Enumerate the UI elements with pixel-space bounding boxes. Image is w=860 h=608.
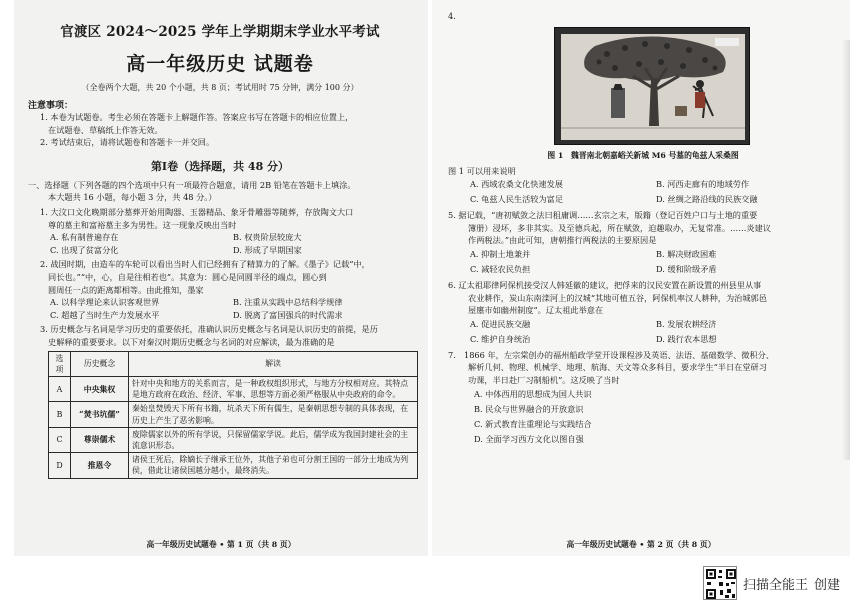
option-a: A. 以科学理论来认识客观世界 [50, 297, 160, 308]
question-1-options [28, 231, 412, 256]
row-concept: 尊崇儒术 [71, 427, 129, 452]
question-6-stem: 农业耕作，炭山东南滦河上的汉城“其地可植五谷，阿保机率汉人耕种，为治城郭邑 [468, 292, 767, 303]
option-a: A. 促进民族交融 [470, 318, 531, 329]
question-2-stem: 同长也。”“中，心，自是往相若也”。其意为：圆心是同圆半径的端点，圆心到 [48, 271, 327, 282]
option-c: C. 新式教育注重理论与实践结合 [474, 418, 592, 429]
option-c: C. 超越了当时生产力发展水平 [50, 309, 160, 320]
row-key: A [49, 376, 71, 401]
page-footer: 高一年级历史试题卷 • 第 1 页（共 8 页） [146, 540, 296, 549]
question-3-stem: 史解释的重要要求。以下对秦汉时期历史概念与名词的对应解读，最为准确的是 [48, 336, 335, 347]
table-row [49, 427, 418, 452]
question-1-stem: 尊的墓主和富裕墓主多为男性。这一现象反映出当时 [48, 219, 237, 230]
mulberry-picking-mural-image [554, 27, 750, 145]
question-5-stem: 5. 据记载，“唐初赋敛之法曰租庸调……玄宗之末，版籍（登记百姓户口与土地的重要 [448, 210, 758, 221]
question-6-options [448, 317, 838, 347]
question-4-options [448, 177, 838, 207]
concept-table [48, 351, 418, 479]
table-header: 解读 [129, 351, 418, 376]
option-b: B. 发展农耕经济 [656, 318, 717, 329]
option-c: C. 维护自身统治 [470, 333, 531, 344]
option-b: B. 注重从实践中总结科学规律 [233, 297, 343, 308]
notes-heading: 注意事项： [28, 101, 74, 111]
question-6-stem: 屋廛市如幽州制度”。辽太祖此举意在 [468, 305, 604, 316]
table-row [49, 402, 418, 427]
table-header: 历史概念 [71, 351, 129, 376]
option-a: A. 中体西用的思想成为国人共识 [474, 388, 592, 399]
option-d: D. 全面学习西方文化以图自强 [474, 433, 584, 444]
table-row [49, 453, 418, 478]
section-instructions: 一、选择题（下列各题的四个选项中只有一项最符合题意，请用 2B 铅笔在答题卡上填涂。 [28, 179, 356, 190]
question-5-stem: 作两税法。”由此可知，唐朝推行两税法的主要原因是 [468, 235, 657, 246]
scanner-watermark [703, 566, 840, 600]
question-5-stem: 簿册）浸坏，多非其实。及至德兵起，所在赋敛，迫趣取办，无复常准。……炎建议 [468, 222, 771, 233]
row-concept: “焚书坑儒” [71, 402, 129, 427]
question-1-stem: 1. 大汶口文化晚期部分墓葬开始用陶器、玉器精品、象牙骨雕器等随葬，存放陶文大口 [40, 206, 354, 217]
scanner-app-name: 扫描全能王 [742, 577, 808, 593]
option-d: D. 践行农本思想 [656, 333, 717, 344]
table-header: 选项 [49, 351, 71, 376]
question-6-stem: 6. 辽太祖耶律阿保机接受汉人韩延徽的建议，把俘来的汉民安置在新设置的州县里从事 [448, 279, 762, 290]
question-4-stem: 图 1 可以用来说明 [448, 165, 516, 176]
option-d: D. 形成了早期国家 [233, 244, 302, 255]
section-instructions: 本大题共 16 小题，每小题 3 分，共 48 分。） [48, 192, 217, 203]
part-title: 第Ⅰ卷（选择题，共 48 分） [150, 159, 290, 173]
option-b: B. 权贵阶层较庞大 [233, 232, 302, 243]
page-edge-shadow [842, 40, 850, 460]
note-line: 2. 考试结束后，请将试题卷和答题卡一并交回。 [40, 137, 215, 148]
row-concept: 推恩令 [71, 453, 129, 478]
option-c: C. 龟兹人民生活较为富足 [470, 194, 564, 205]
question-2-stem: 圆周任一点的距离都相等。由此推知，墨家 [48, 284, 204, 295]
option-a: A. 西域农桑文化快速发展 [470, 179, 563, 190]
exam-title: 官渡区 2024～2025 学年上学期期末学业水平考试 [60, 24, 380, 40]
row-key: B [49, 402, 71, 427]
question-7-options [448, 387, 838, 447]
option-d: D. 脱离了富国强兵的时代需求 [233, 309, 343, 320]
question-7-stem: 功课，半日赴厂习制船机”。这反映了当时 [468, 374, 620, 385]
row-description: 诸侯王死后，除嫡长子继承王位外，其他子弟也可分割王国的一部分土地成为列侯，借此让诸侯国越分越小，最终消失。 [129, 453, 418, 478]
qr-code-icon [703, 566, 737, 600]
question-3-stem: 3. 历史概念与名词是学习历史的重要依托，准确认识历史概念与名词是认识历史的前提，是历 [40, 324, 378, 335]
option-a: A. 抑制土地兼并 [470, 248, 531, 259]
mural-illustration [555, 28, 750, 145]
exam-page-2 [432, 0, 850, 556]
option-b: B. 河西走廊有的地域劳作 [656, 179, 750, 190]
option-c: C. 减轻农民负担 [470, 263, 531, 274]
option-a: A. 私有制普遍存在 [50, 232, 119, 243]
row-key: C [49, 427, 71, 452]
paper-subtitle: （全卷两个大题，共 20 个小题，共 8 页；考试用时 75 分钟，满分 100 分） [81, 83, 359, 92]
question-7-stem: 7. 1866 年，左宗棠创办的福州船政学堂开设课程涉及英语、法语、基础数学、微积分、 [448, 349, 775, 360]
note-line: 1. 本卷为试题卷。考生必须在答题卡上解题作答。答案应书写在答题卡的相应位置上， [40, 112, 354, 122]
option-d: D. 丝绸之路沿线的民族交融 [656, 194, 758, 205]
row-description: 针对中央和地方的关系而言，是一种政权组织形式，与地方分权相对应。其特点是地方政府在政治、经济、军事、思想等方面必须严格服从中央政府的命令。 [129, 376, 418, 401]
exam-page-1 [14, 0, 428, 556]
question-7-stem: 解析几何、物理、机械学、地理、航海、天文等众多科目，要求学生“半日在堂研习 [468, 362, 767, 373]
option-b: B. 民众与世界融合的开放意识 [474, 403, 584, 414]
row-concept: 中央集权 [71, 376, 129, 401]
figure-caption: 图 1 魏晋南北朝嘉峪关新城 M6 号墓的龟兹人采桑图 [547, 150, 739, 160]
row-key: D [49, 453, 71, 478]
question-2-options [28, 296, 412, 321]
scanner-action-label: 创建 [813, 577, 840, 593]
option-c: C. 出现了贫富分化 [50, 244, 119, 255]
paper-title: 高一年级历史 试题卷 [126, 53, 314, 75]
question-5-options [448, 247, 838, 277]
question-2-stem: 2. 战国时期，由造车的车轮可以看出当时人们已经拥有了精算力的了解。《墨子》记载“中， [40, 259, 370, 270]
note-line: 在试题卷、草稿纸上作答无效。 [48, 124, 163, 135]
table-row [49, 376, 418, 401]
question-4-number: 4. [448, 11, 456, 21]
option-b: B. 解决财政困难 [656, 248, 717, 259]
option-d: D. 缓和阶级矛盾 [656, 263, 717, 274]
row-description: 秦始皇焚毁天下所有书籍，坑杀天下所有儒生，是秦朝思想专制的具体表现，在历史上产生了恶劣影响。 [129, 402, 418, 427]
page-footer: 高一年级历史试题卷 • 第 2 页（共 8 页） [566, 540, 716, 549]
row-description: 废除儒家以外的所有学说，只保留儒家学说。此后，儒学成为我国封建社会的主流意识形态。 [129, 427, 418, 452]
